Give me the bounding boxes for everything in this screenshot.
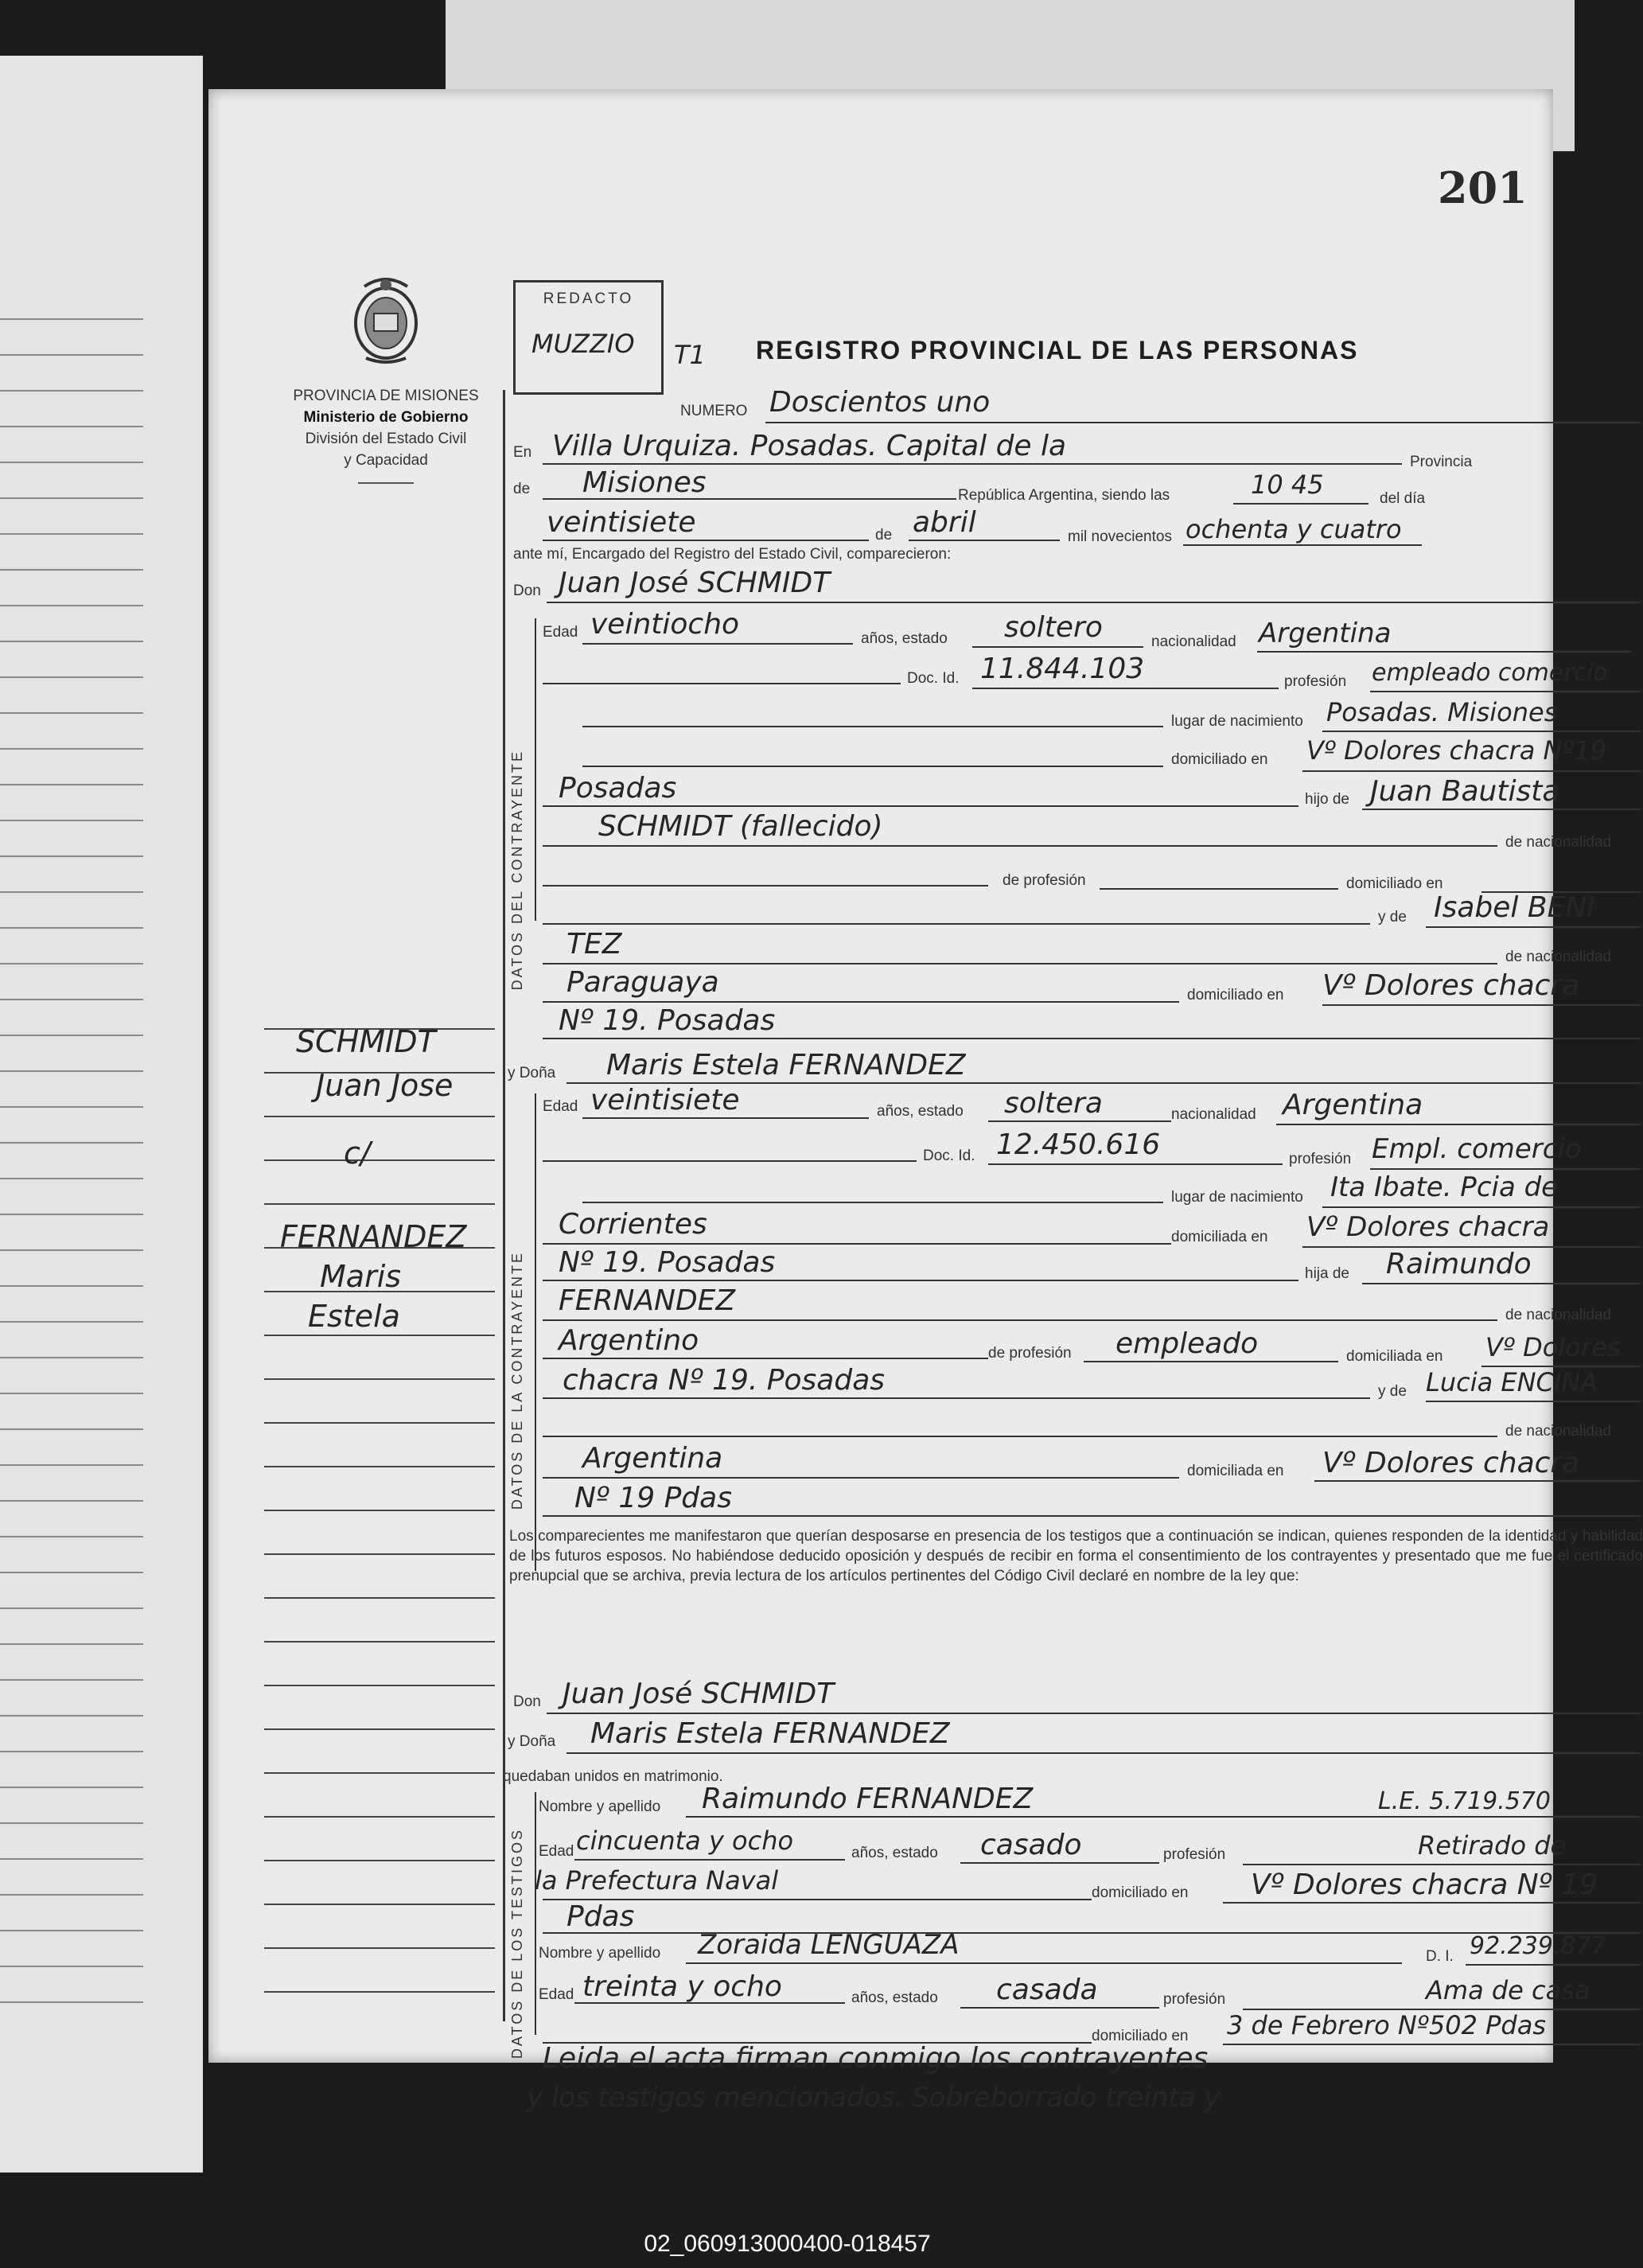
t2-prof-label: profesión bbox=[1163, 1991, 1226, 2008]
t1-edad-label: Edad bbox=[539, 1843, 574, 1860]
f-padre-value: Raimundo bbox=[1386, 1248, 1532, 1280]
f-padre-nac-label: de nacionalidad bbox=[1505, 1307, 1612, 1323]
lugar-value: Villa Urquiza. Posadas. Capital de la bbox=[552, 430, 1067, 462]
don2-label: Don bbox=[513, 1693, 541, 1710]
f-madre-label: y de bbox=[1378, 1383, 1407, 1400]
f-padre-dom-label: domiciliada en bbox=[1346, 1348, 1443, 1365]
f-madre-dom2-value: Nº 19 Pdas bbox=[574, 1482, 732, 1514]
province-name: PROVINCIA DE MISIONES bbox=[293, 388, 479, 404]
f-padre-dom2-value: chacra Nº 19. Posadas bbox=[563, 1364, 886, 1397]
m-doc-value: 11.844.103 bbox=[980, 653, 1145, 685]
m-madre-label: y de bbox=[1378, 909, 1407, 926]
f-madre-dom-value: Vº Dolores chacra bbox=[1322, 1447, 1580, 1479]
declaration-text: Los comparecientes me manifestaron que querían desposarse en presencia de los testigos que a continuación se indican, quienes responden de la identidad y habilidad de los futuros esposos. No habiéndose deducido oposición y después de recibir en forma el consentimiento de los contrayentes y presentado que me fue el certificado prenupcial que se archiva, previa lectura de los artículos pertinentes del Código Civil declaré en nombre de la ley que: bbox=[509, 1528, 1643, 1584]
t1-prof-value: Retirado de bbox=[1418, 1830, 1567, 1861]
m-dom-label: domiciliado en bbox=[1171, 751, 1268, 768]
coat-of-arms-icon bbox=[342, 272, 430, 372]
t1-prof-label: profesión bbox=[1163, 1846, 1226, 1863]
t1-nombre-value: Raimundo FERNANDEZ bbox=[702, 1783, 1034, 1815]
mes-value: abril bbox=[913, 506, 976, 539]
t2-prof-value: Ama de casa bbox=[1426, 1975, 1590, 2005]
provincia-value: Misiones bbox=[582, 466, 707, 499]
m-madre-dom-value: Vº Dolores chacra bbox=[1322, 969, 1580, 1002]
t2-dom-value: 3 de Febrero Nº502 Pdas bbox=[1227, 2010, 1547, 2040]
t2-doc-value: 92.239.877 bbox=[1470, 1932, 1606, 1960]
t2-edad-value: treinta y ocho bbox=[582, 1970, 782, 2003]
page-number: 201 bbox=[1438, 162, 1528, 213]
t1-doc-value: L.E. 5.719.570 bbox=[1378, 1787, 1551, 1815]
m-doc-label: Doc. Id. bbox=[907, 670, 960, 687]
margin-note-1: SCHMIDT bbox=[296, 1024, 436, 1059]
t2-edad-label: Edad bbox=[539, 1986, 574, 2003]
f-estado-value: soltera bbox=[1004, 1087, 1103, 1120]
f-lugar2-value: Corrientes bbox=[559, 1208, 707, 1241]
f-dom2-value: Nº 19. Posadas bbox=[559, 1246, 776, 1279]
numero-value: Doscientos uno bbox=[769, 386, 991, 419]
dona2-label: y Doña bbox=[508, 1733, 556, 1750]
m-madre2-value: TEZ bbox=[566, 928, 622, 961]
t1-estado-value: casado bbox=[980, 1829, 1082, 1861]
de-label: de bbox=[513, 481, 531, 497]
m-lugar-label: lugar de nacimiento bbox=[1171, 713, 1303, 730]
ante-mi-label: ante mí, Encargado del Registro del Estado Civil, comparecieron: bbox=[513, 546, 952, 563]
t1-estado-label: años, estado bbox=[851, 1845, 938, 1861]
f-edad-value: veintisiete bbox=[590, 1084, 740, 1116]
f-edad-label: Edad bbox=[543, 1098, 578, 1115]
stamp-label: REDACTO bbox=[543, 290, 634, 307]
f-padre-prof-label: de profesión bbox=[988, 1345, 1072, 1362]
m-madre-dom2-value: Nº 19. Posadas bbox=[559, 1004, 776, 1037]
dia-value: veintisiete bbox=[547, 506, 696, 539]
f-padre-nac-value: Argentino bbox=[559, 1324, 699, 1357]
margin-note-4: FERNANDEZ bbox=[280, 1219, 467, 1254]
t2-estado-value: casada bbox=[996, 1974, 1098, 2006]
hora-value: 10 45 bbox=[1251, 470, 1324, 500]
f-nac-value: Argentina bbox=[1283, 1089, 1423, 1121]
t2-dom-label: domiciliado en bbox=[1092, 2028, 1189, 2044]
t1-edad-value: cincuenta y ocho bbox=[576, 1826, 794, 1856]
m-dom2-value: Posadas bbox=[559, 772, 677, 805]
m-dom-value: Vº Dolores chacra Nº19 bbox=[1306, 735, 1607, 766]
dona-label: y Doña bbox=[508, 1065, 556, 1081]
t2-nombre-label: Nombre y apellido bbox=[539, 1945, 661, 1962]
division-line1: División del Estado Civil bbox=[305, 431, 467, 447]
m-estado-label: años, estado bbox=[861, 630, 948, 647]
f-prof-value: Empl. comercio bbox=[1372, 1133, 1582, 1165]
f-madre-dom-label: domiciliada en bbox=[1187, 1463, 1284, 1479]
m-prof-value: empleado comercio bbox=[1372, 659, 1608, 687]
t2-doc-label: D. I. bbox=[1426, 1948, 1454, 1965]
m-nac-label: nacionalidad bbox=[1151, 633, 1236, 650]
mil-label: mil novecientos bbox=[1068, 528, 1172, 545]
m-edad-value: veintiocho bbox=[590, 608, 740, 641]
margin-column bbox=[264, 1028, 495, 2031]
groom-section-label: DATOS DEL CONTRAYENTE bbox=[509, 750, 525, 991]
issuer-block bbox=[278, 385, 493, 484]
m-padre2-value: SCHMIDT (fallecido) bbox=[598, 810, 883, 843]
m-hijo-label: hijo de bbox=[1305, 791, 1349, 808]
stamp-handwriting: MUZZIO bbox=[531, 329, 635, 359]
numero-label: NUMERO bbox=[680, 403, 748, 419]
closing-line-1: Leida el acta firman conmigo los contrayentes bbox=[543, 2042, 1209, 2075]
m-prof-label: profesión bbox=[1284, 673, 1347, 690]
del-dia-label: del día bbox=[1380, 490, 1426, 507]
f-dom-label: domiciliada en bbox=[1171, 1229, 1268, 1245]
f-madre-nac-value: Argentina bbox=[582, 1442, 723, 1475]
redacto-stamp bbox=[513, 280, 664, 395]
provincia-label: Provincia bbox=[1410, 454, 1473, 470]
margin-note-5: Maris bbox=[320, 1259, 402, 1294]
margin-note-6: Estela bbox=[308, 1299, 400, 1334]
ministry-name: Ministerio de Gobierno bbox=[303, 409, 469, 426]
t1-nombre-label: Nombre y apellido bbox=[539, 1798, 661, 1815]
margin-note-2: Juan Jose bbox=[316, 1068, 454, 1103]
t2-estado-label: años, estado bbox=[851, 1989, 938, 2006]
bride-section-label: DATOS DE LA CONTRAYENTE bbox=[509, 1251, 525, 1510]
t1-dom-label: domiciliado en bbox=[1092, 1884, 1189, 1901]
f-madre-nac-label: de nacionalidad bbox=[1505, 1423, 1612, 1440]
t2-nombre-value: Zoraida LENGUAZA bbox=[698, 1929, 960, 1961]
m-madre-value: Isabel BENI bbox=[1434, 891, 1595, 924]
t1-dom-value: Vº Dolores chacra Nº 19 bbox=[1251, 1869, 1598, 1901]
witnesses-section-label: DATOS DE LOS TESTIGOS bbox=[509, 1828, 525, 2060]
dona-value: Maris Estela FERNANDEZ bbox=[606, 1049, 966, 1081]
m-madre-nac-value: Paraguaya bbox=[566, 966, 719, 999]
t1-dom2-value: Pdas bbox=[566, 1900, 635, 1933]
f-hija-label: hija de bbox=[1305, 1265, 1349, 1282]
f-lugar-value: Ita Ibate. Pcia de bbox=[1330, 1171, 1559, 1203]
f-doc-label: Doc. Id. bbox=[923, 1148, 975, 1164]
republica-label: República Argentina, siendo las bbox=[958, 487, 1170, 504]
de-mes-label: de bbox=[875, 527, 893, 544]
division-line2: y Capacidad bbox=[344, 452, 428, 469]
t1-prof2-value: la Prefectura Naval bbox=[535, 1865, 779, 1896]
m-lugar-value: Posadas. Misiones bbox=[1326, 697, 1558, 727]
register-page bbox=[208, 89, 1643, 2114]
m-madre-nac-label: de nacionalidad bbox=[1505, 949, 1612, 965]
f-doc-value: 12.450.616 bbox=[996, 1128, 1161, 1161]
f-padre2-value: FERNANDEZ bbox=[559, 1284, 736, 1317]
f-dom-value: Vº Dolores chacra bbox=[1306, 1211, 1550, 1243]
f-prof-label: profesión bbox=[1289, 1151, 1352, 1167]
don-value: Juan José SCHMIDT bbox=[559, 567, 831, 599]
dona2-value: Maris Estela FERNANDEZ bbox=[590, 1717, 950, 1750]
f-padre-dom-value: Vº Dolores bbox=[1485, 1332, 1621, 1362]
don-label: Don bbox=[513, 583, 541, 599]
m-padre-prof-label: de profesión bbox=[1003, 872, 1086, 889]
f-nac-label: nacionalidad bbox=[1171, 1106, 1256, 1123]
m-nac-value: Argentina bbox=[1259, 618, 1392, 649]
f-lugar-label: lugar de nacimiento bbox=[1171, 1189, 1303, 1206]
en-label: En bbox=[513, 444, 532, 461]
m-padre-dom-label: domiciliado en bbox=[1346, 875, 1443, 892]
f-madre-value: Lucia ENCINA bbox=[1426, 1367, 1598, 1397]
anio-value: ochenta y cuatro bbox=[1186, 514, 1402, 544]
f-padre-prof-value: empleado bbox=[1115, 1327, 1259, 1360]
don2-value: Juan José SCHMIDT bbox=[563, 1678, 835, 1710]
f-estado-label: años, estado bbox=[877, 1103, 964, 1120]
left-page bbox=[0, 56, 203, 2173]
m-madre-dom-label: domiciliado en bbox=[1187, 987, 1284, 1003]
stamp-suffix: T1 bbox=[674, 340, 706, 370]
m-edad-label: Edad bbox=[543, 624, 578, 641]
margin-note-3: c/ bbox=[344, 1136, 371, 1171]
m-padre-nac-label: de nacionalidad bbox=[1505, 834, 1612, 851]
footer-id: 02_060913000400-018457 bbox=[644, 2231, 931, 2257]
m-padre-value: Juan Bautista bbox=[1370, 775, 1560, 808]
m-estado-value: soltero bbox=[1004, 611, 1103, 644]
closing-line-2: y los testigos mencionados. Sobreborrado treinta y bbox=[527, 2082, 1221, 2114]
register-title: REGISTRO PROVINCIAL DE LAS PERSONAS bbox=[756, 336, 1359, 364]
quedaban-label: quedaban unidos en matrimonio. bbox=[503, 1768, 723, 1785]
